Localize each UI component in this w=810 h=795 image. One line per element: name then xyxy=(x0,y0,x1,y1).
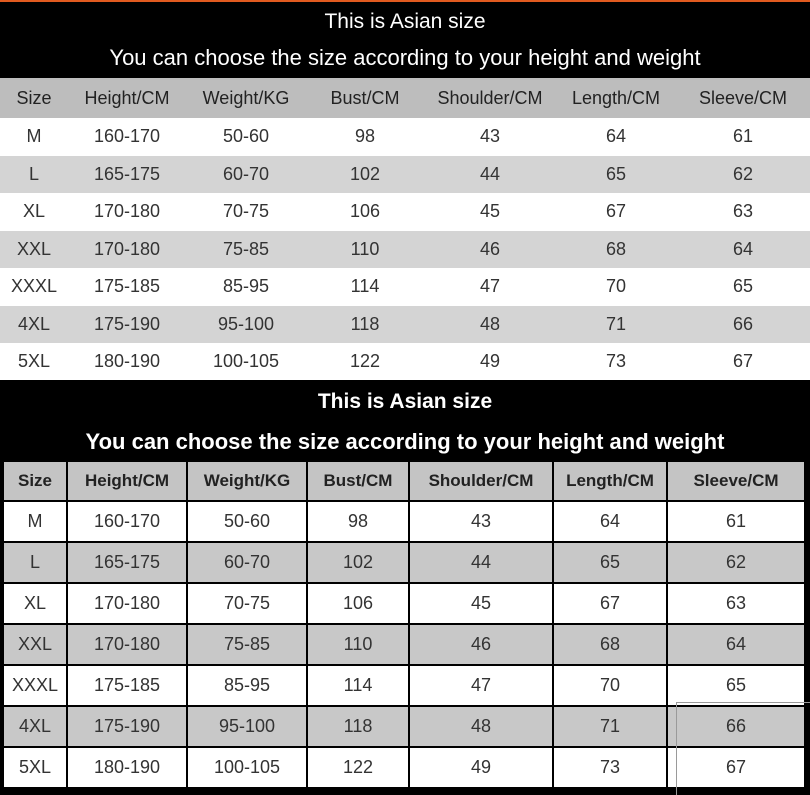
table-cell: 64 xyxy=(554,502,666,541)
column-header: Sleeve/CM xyxy=(698,88,788,108)
table-cell: 95-100 xyxy=(188,707,306,746)
table-cell: 100-105 xyxy=(188,748,306,787)
table-row xyxy=(4,666,808,705)
table-cell: 44 xyxy=(410,543,552,582)
column-header: Shoulder/CM xyxy=(410,462,552,500)
table-cell: 50-60 xyxy=(222,126,270,146)
table-cell: 175-185 xyxy=(68,666,186,705)
column-header: Bust/CM xyxy=(330,88,400,108)
table-cell: 170-180 xyxy=(93,238,161,259)
table-cell: 118 xyxy=(308,707,408,746)
table-cell: 170-180 xyxy=(93,201,161,221)
table-cell: 180-190 xyxy=(68,748,186,787)
table-cell: 48 xyxy=(410,707,552,746)
table-row xyxy=(0,231,810,269)
table-cell: 114 xyxy=(308,666,408,705)
table-cell: 65 xyxy=(605,163,627,184)
table-cell: 61 xyxy=(732,126,754,146)
table-cell: 100-105 xyxy=(212,351,280,371)
table-cell: 67 xyxy=(605,201,627,221)
table-row xyxy=(0,193,810,231)
table-cell: 64 xyxy=(668,625,804,664)
table-cell: 73 xyxy=(605,351,627,371)
table-cell: 71 xyxy=(605,313,627,334)
table-cell: M xyxy=(26,126,42,146)
table-cell: 64 xyxy=(605,126,627,146)
column-header: Height/CM xyxy=(84,88,170,108)
size-chart-2-title: This is Asian size xyxy=(317,390,493,413)
table-cell: 85-95 xyxy=(188,666,306,705)
column-header: Weight/KG xyxy=(202,88,290,108)
table-cell: 70-75 xyxy=(222,201,270,221)
table-cell: 43 xyxy=(479,126,501,146)
table-cell: 49 xyxy=(410,748,552,787)
table-cell: 67 xyxy=(668,748,804,787)
table-cell: 175-190 xyxy=(68,707,186,746)
size-chart-1-subtitle: You can choose the size according to your height and weight xyxy=(109,45,701,70)
table-cell: 75-85 xyxy=(222,238,270,259)
table-cell: 110 xyxy=(350,238,380,259)
size-chart-2-subtitle: You can choose the size according to your height and weight xyxy=(85,429,725,454)
table-cell: 46 xyxy=(479,238,501,259)
table-cell: XXL xyxy=(4,625,66,664)
table-cell: L xyxy=(4,543,66,582)
size-chart-2-grid xyxy=(4,462,808,789)
column-header: Bust/CM xyxy=(308,462,408,500)
table-row xyxy=(0,156,810,194)
table-cell: XL xyxy=(22,201,46,221)
table-row xyxy=(4,625,808,664)
table-cell: 160-170 xyxy=(93,126,161,146)
table-cell: 165-175 xyxy=(68,543,186,582)
table-cell: 98 xyxy=(354,126,376,146)
table-cell: 4XL xyxy=(17,313,51,334)
table-cell: 70-75 xyxy=(188,584,306,623)
size-chart-1-body xyxy=(0,118,810,381)
table-cell: 65 xyxy=(732,276,754,296)
table-row xyxy=(4,543,808,582)
table-cell: 68 xyxy=(605,238,627,259)
size-chart-2-header xyxy=(0,380,810,462)
table-cell: 66 xyxy=(732,313,754,334)
table-cell: 110 xyxy=(308,625,408,664)
table-cell: 170-180 xyxy=(68,625,186,664)
table-cell: 65 xyxy=(554,543,666,582)
table-cell: 44 xyxy=(479,163,501,184)
table-cell: 63 xyxy=(668,584,804,623)
table-cell: XXXL xyxy=(10,276,58,296)
table-cell: 165-175 xyxy=(93,163,161,184)
table-cell: 106 xyxy=(349,201,381,221)
table-row xyxy=(4,707,808,746)
size-chart-1 xyxy=(0,2,810,377)
table-cell: 64 xyxy=(732,238,754,259)
table-cell: M xyxy=(4,502,66,541)
table-cell: 45 xyxy=(479,201,501,221)
table-row xyxy=(0,268,810,306)
table-cell: 5XL xyxy=(17,351,51,371)
table-cell: 98 xyxy=(308,502,408,541)
table-cell: 47 xyxy=(479,276,501,296)
table-cell: XL xyxy=(4,584,66,623)
table-cell: 85-95 xyxy=(222,276,270,296)
table-cell: 43 xyxy=(410,502,552,541)
table-cell: 45 xyxy=(410,584,552,623)
table-cell: 114 xyxy=(350,276,380,296)
table-cell: 66 xyxy=(668,707,804,746)
table-cell: 67 xyxy=(732,351,754,371)
table-row xyxy=(0,118,810,156)
size-chart-2 xyxy=(0,380,810,795)
column-header: Length/CM xyxy=(571,88,661,108)
table-cell: 118 xyxy=(350,313,380,334)
table-cell: 70 xyxy=(605,276,627,296)
table-row xyxy=(0,343,810,381)
table-cell: 5XL xyxy=(4,748,66,787)
table-cell: 170-180 xyxy=(68,584,186,623)
table-cell: 73 xyxy=(554,748,666,787)
table-row xyxy=(4,584,808,623)
table-cell: 4XL xyxy=(4,707,66,746)
table-cell: 49 xyxy=(479,351,501,371)
table-cell: 175-190 xyxy=(93,313,161,334)
table-cell: 122 xyxy=(308,748,408,787)
table-cell: 60-70 xyxy=(222,163,270,184)
table-cell: L xyxy=(28,163,39,184)
table-row xyxy=(0,306,810,344)
table-cell: 71 xyxy=(554,707,666,746)
table-cell: 70 xyxy=(554,666,666,705)
table-cell: 62 xyxy=(732,163,754,184)
table-cell: 46 xyxy=(410,625,552,664)
column-header: Size xyxy=(4,462,66,500)
table-cell: XXL xyxy=(16,238,52,259)
column-header: Height/CM xyxy=(68,462,186,500)
table-cell: 180-190 xyxy=(93,351,161,371)
table-cell: 48 xyxy=(479,313,501,334)
table-cell: 67 xyxy=(554,584,666,623)
size-chart-1-header xyxy=(0,2,810,78)
column-header: Size xyxy=(16,88,52,108)
column-header: Sleeve/CM xyxy=(668,462,804,500)
table-row xyxy=(4,502,808,541)
table-cell: 50-60 xyxy=(188,502,306,541)
size-chart-1-title: This is Asian size xyxy=(324,10,486,33)
column-header: Shoulder/CM xyxy=(437,88,543,108)
table-cell: 65 xyxy=(668,666,804,705)
table-cell: 68 xyxy=(554,625,666,664)
size-chart-1-header-row xyxy=(0,78,810,118)
table-cell: 62 xyxy=(668,543,804,582)
table-cell: 75-85 xyxy=(188,625,306,664)
table-cell: 47 xyxy=(410,666,552,705)
column-header: Weight/KG xyxy=(188,462,306,500)
table-cell: 61 xyxy=(668,502,804,541)
table-cell: XXXL xyxy=(4,666,66,705)
table-row xyxy=(4,748,808,787)
size-chart-2-header-row xyxy=(4,462,808,500)
column-header: Length/CM xyxy=(554,462,666,500)
table-cell: 122 xyxy=(349,351,381,371)
table-cell: 160-170 xyxy=(68,502,186,541)
table-cell: 175-185 xyxy=(93,276,161,296)
table-cell: 102 xyxy=(349,163,381,184)
table-cell: 63 xyxy=(732,201,754,221)
table-cell: 106 xyxy=(308,584,408,623)
table-cell: 102 xyxy=(308,543,408,582)
table-cell: 60-70 xyxy=(188,543,306,582)
table-cell: 95-100 xyxy=(217,313,275,334)
